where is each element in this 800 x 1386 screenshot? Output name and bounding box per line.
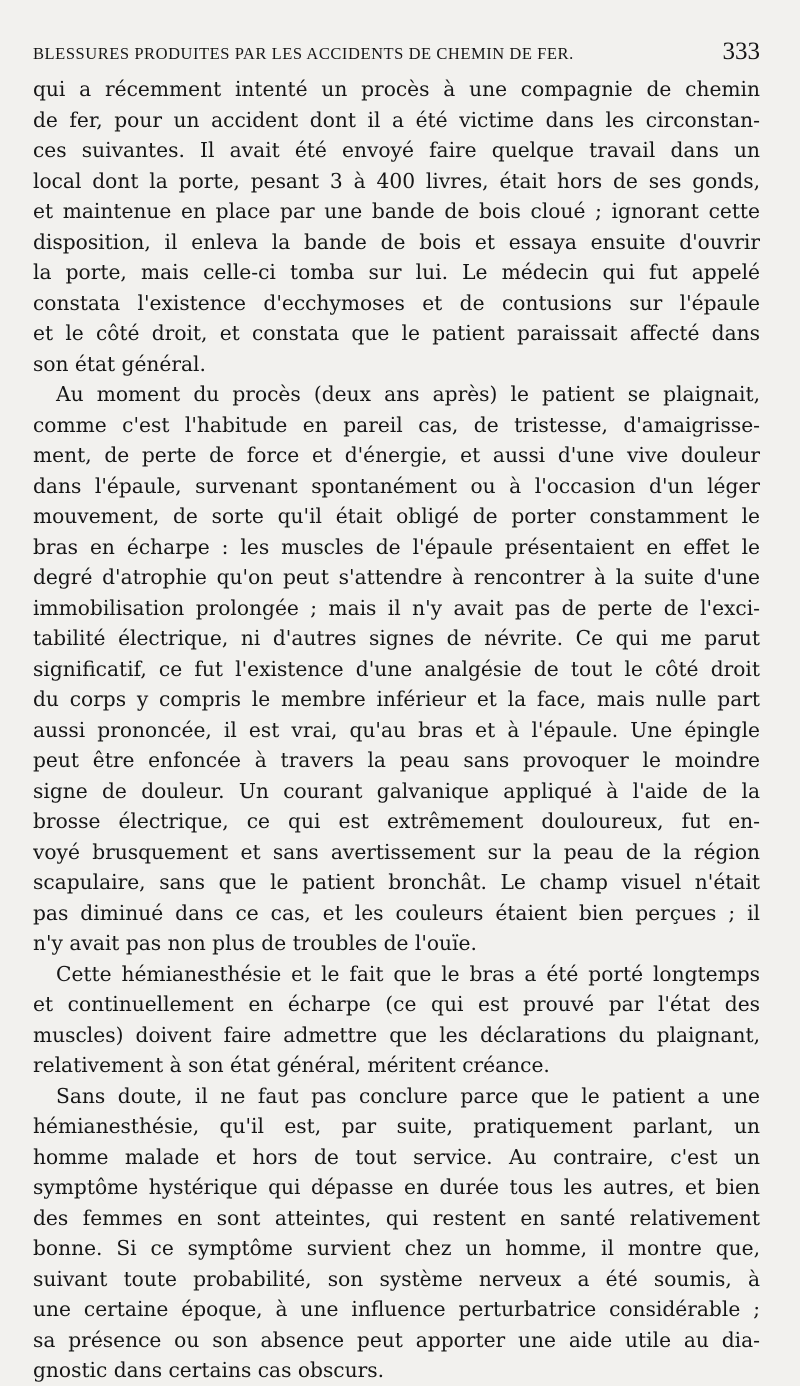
text-line: du corps y compris le membre inférieur et la face, mais nulle part — [33, 687, 760, 711]
text-line: signe de douleur. Un courant galvanique appliqué à l'aide de la — [33, 778, 760, 803]
text-line: sa présence ou son absence peut apporter une aide utile au dia- — [33, 1327, 760, 1352]
text-line: disposition, il enleva la bande de bois et essaya ensuite d'ouvrir — [33, 229, 760, 254]
text-line: relativement à son état général, méritent créance. — [33, 1053, 550, 1077]
paragraph — [33, 1081, 760, 1386]
text-line: constata l'existence d'ecchymoses et de contusions sur l'épaule — [33, 290, 760, 315]
text-line: n'y avait pas non plus de troubles de l'ouïe. — [33, 931, 477, 955]
text-line: suivant toute probabilité, son système nerveux a été soumis, à — [33, 1266, 760, 1291]
text-line: gnostic dans certains cas obscurs. — [33, 1358, 385, 1382]
text-line: bras en écharpe : les muscles de l'épaule présentaient en effet le — [33, 534, 760, 559]
text-line: dans l'épaule, survenant spontanément ou à l'occasion d'un léger — [33, 473, 760, 498]
running-head — [33, 30, 760, 74]
text-line: Au moment du procès (deux ans après) le patient se plaignait, — [56, 382, 760, 406]
paragraph — [33, 959, 760, 1081]
paragraph — [33, 74, 760, 379]
text-line: ces suivantes. Il avait été envoyé faire quelque travail dans un — [33, 138, 760, 162]
text-line: immobilisation prolongée ; mais il n'y avait pas de perte de l'exci- — [33, 595, 760, 620]
text-line: bonne. Si ce symptôme survient chez un homme, il montre que, — [33, 1236, 760, 1260]
text-line: Cette hémianesthésie et le fait que le bras a été porté longtemps — [56, 961, 760, 986]
text-line: comme c'est l'habitude en pareil cas, de tristesse, d'amaigrisse- — [33, 412, 760, 437]
page-number: 333 — [722, 38, 760, 65]
running-title: BLESSURES PRODUITES PAR LES ACCIDENTS DE CHEMIN DE FER. — [33, 44, 574, 63]
text-line: local dont la porte, pesant 3 à 400 livres, était hors de ses gonds, — [33, 168, 760, 193]
text-line: muscles) doivent faire admettre que les déclarations du plaignant, — [33, 1022, 760, 1047]
text-line: significatif, ce fut l'existence d'une analgésie de tout le côté droit — [33, 656, 760, 681]
text-line: hémianesthésie, qu'il est, par suite, pratiquement parlant, un — [33, 1114, 760, 1138]
text-line: degré d'atrophie qu'on peut s'attendre à rencontrer à la suite d'une — [33, 565, 760, 589]
text-line: pas diminué dans ce cas, et les couleurs étaient bien perçues ; il — [33, 900, 760, 925]
text-line: peut être enfoncée à travers la peau sans provoquer le moindre — [33, 748, 760, 772]
text-line: voyé brusquement et sans avertissement sur la peau de la région — [33, 839, 760, 864]
text-line: homme malade et hors de tout service. Au contraire, c'est un — [33, 1144, 760, 1169]
text-line: et continuellement en écharpe (ce qui est prouvé par l'état des — [33, 992, 760, 1016]
text-line: symptôme hystérique qui dépasse en durée tous les autres, et bien — [33, 1175, 760, 1199]
text-line: Sans doute, il ne faut pas conclure parce que le patient a une — [56, 1083, 760, 1108]
text-line: une certaine époque, à une influence perturbatrice considérable ; — [33, 1297, 760, 1321]
paragraph — [33, 379, 760, 959]
text-line: son état général. — [33, 351, 206, 376]
text-line: brosse électrique, ce qui est extrêmement douloureux, fut en- — [33, 809, 760, 833]
text-line: la porte, mais celle-ci tomba sur lui. Le médecin qui fut appelé — [33, 260, 760, 284]
text-line: et le côté droit, et constata que le patient paraissait affecté dans — [33, 321, 760, 345]
text-line: qui a récemment intenté un procès à une compagnie de chemin — [33, 77, 760, 101]
text-line: de fer, pour un accident dont il a été victime dans les circonstan- — [33, 107, 760, 132]
text-line: mouvement, de sorte qu'il était obligé de porter constamment le — [33, 504, 760, 528]
text-line: aussi prononcée, il est vrai, qu'au bras et à l'épaule. Une épingle — [33, 717, 760, 742]
text-line: scapulaire, sans que le patient bronchât. Le champ visuel n'était — [33, 870, 760, 894]
body-text — [33, 74, 760, 1386]
text-line: tabilité électrique, ni d'autres signes de névrite. Ce qui me parut — [33, 626, 760, 650]
text-line: et maintenue en place par une bande de bois cloué ; ignorant cette — [33, 199, 760, 223]
text-line: ment, de perte de force et d'énergie, et aussi d'une vive douleur — [33, 443, 760, 467]
text-line: des femmes en sont atteintes, qui restent en santé relativement — [33, 1205, 760, 1230]
